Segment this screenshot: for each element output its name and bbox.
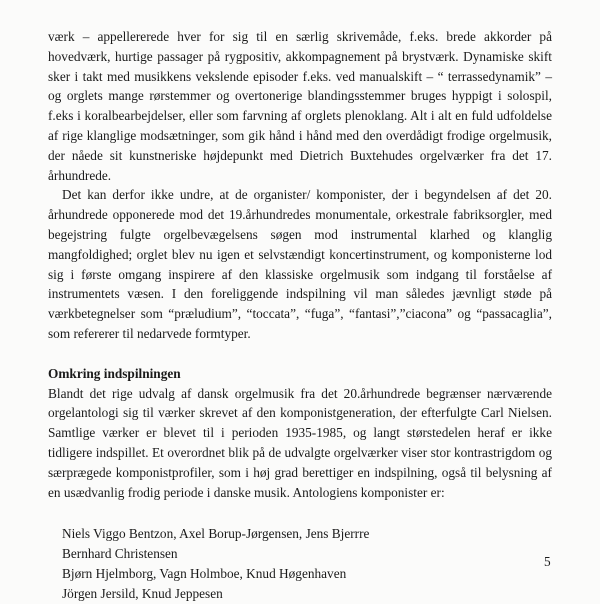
composer-line: Niels Viggo Bentzon, Axel Borup-Jørgensen, Jens Bjerrre [62,526,370,542]
composer-line: Jörgen Jersild, Knud Jeppesen [62,585,223,601]
paragraph-continued: værk – appellererede hver for sig til en særlig skrivemåde, f.eks. brede akkorder på hovedværk, hurtige passager på rygpositiv, akkompagnement på brystværk. Dynamiske skift sker i takt med musikkens vekslende episoder f.eks. ved manualskift – “ terrassedynamik” – og orglets mange rørstemmer og overtonerige blandingsstemmer bruges hyppigt i solospil, f.eks i koralbearbejdelser, eller som farvning af orglets plenoklang. Alt i alt en fuld udfoldelse af rige klanglige modsætninger, som gik hånd i hånd med den overdådigt frodige orgelmusik, der nåede sit kunstneriske højdepunkt med Dietrich Buxtehudes orgelværker fra det 17. århundrede. [48,29,552,183]
section-paragraph: Blandt det rige udvalg af dansk orgelmusik fra det 20.århundrede begrænser nærværende orgelantologi sig til værker skrevet af den komponistgeneration, der efterfulgte Carl Nielsen. Samtlige værker er blevet til i perioden 1935-1985, og langt størstedelen heraf er ikke tidligere indspillet. Et overordnet blik på de udvalgte orgelværker viser stor kontrastrigdom og særprægede komponistprofiler, som i høj grad berettiger en indspilning, også til belysning af en usædvanlig frodig periode i danske musik. Antologiens komponister er: [48,385,552,500]
section-heading: Omkring indspilningen [48,365,181,381]
composer-line: Bernhard Christensen [62,546,178,562]
page-number: 5 [544,554,551,569]
body-text [48,27,552,604]
composer-line: Bjørn Hjelmborg, Vagn Holmboe, Knud Høgenhaven [62,565,347,581]
paragraph-organ-movement: Det kan derfor ikke undre, at de organister/ komponister, der i begyndelsen af det 20. århundrede opponerede mod det 19.århundredes monumentale, orkestrale fabriksorgler, med begejstring fulgte orgelbevægelsens søgen mod instrumental klarhed og klanglig mangfoldighed; orglet blev nu igen et selvstændigt koncertinstrument, og komponisterne lod sig i første omgang inspirere af den klassiske orgelmusik som indgang til forståelse af instrumentets væsen. I den foreliggende indspilning vil man således jævnligt støde på værkbetegnelser som “præludium”, “toccata”, “fuga”, “fantasi”,”ciacona” og “passacaglia”, som refererer til nedarvede formtyper. [48,187,552,341]
